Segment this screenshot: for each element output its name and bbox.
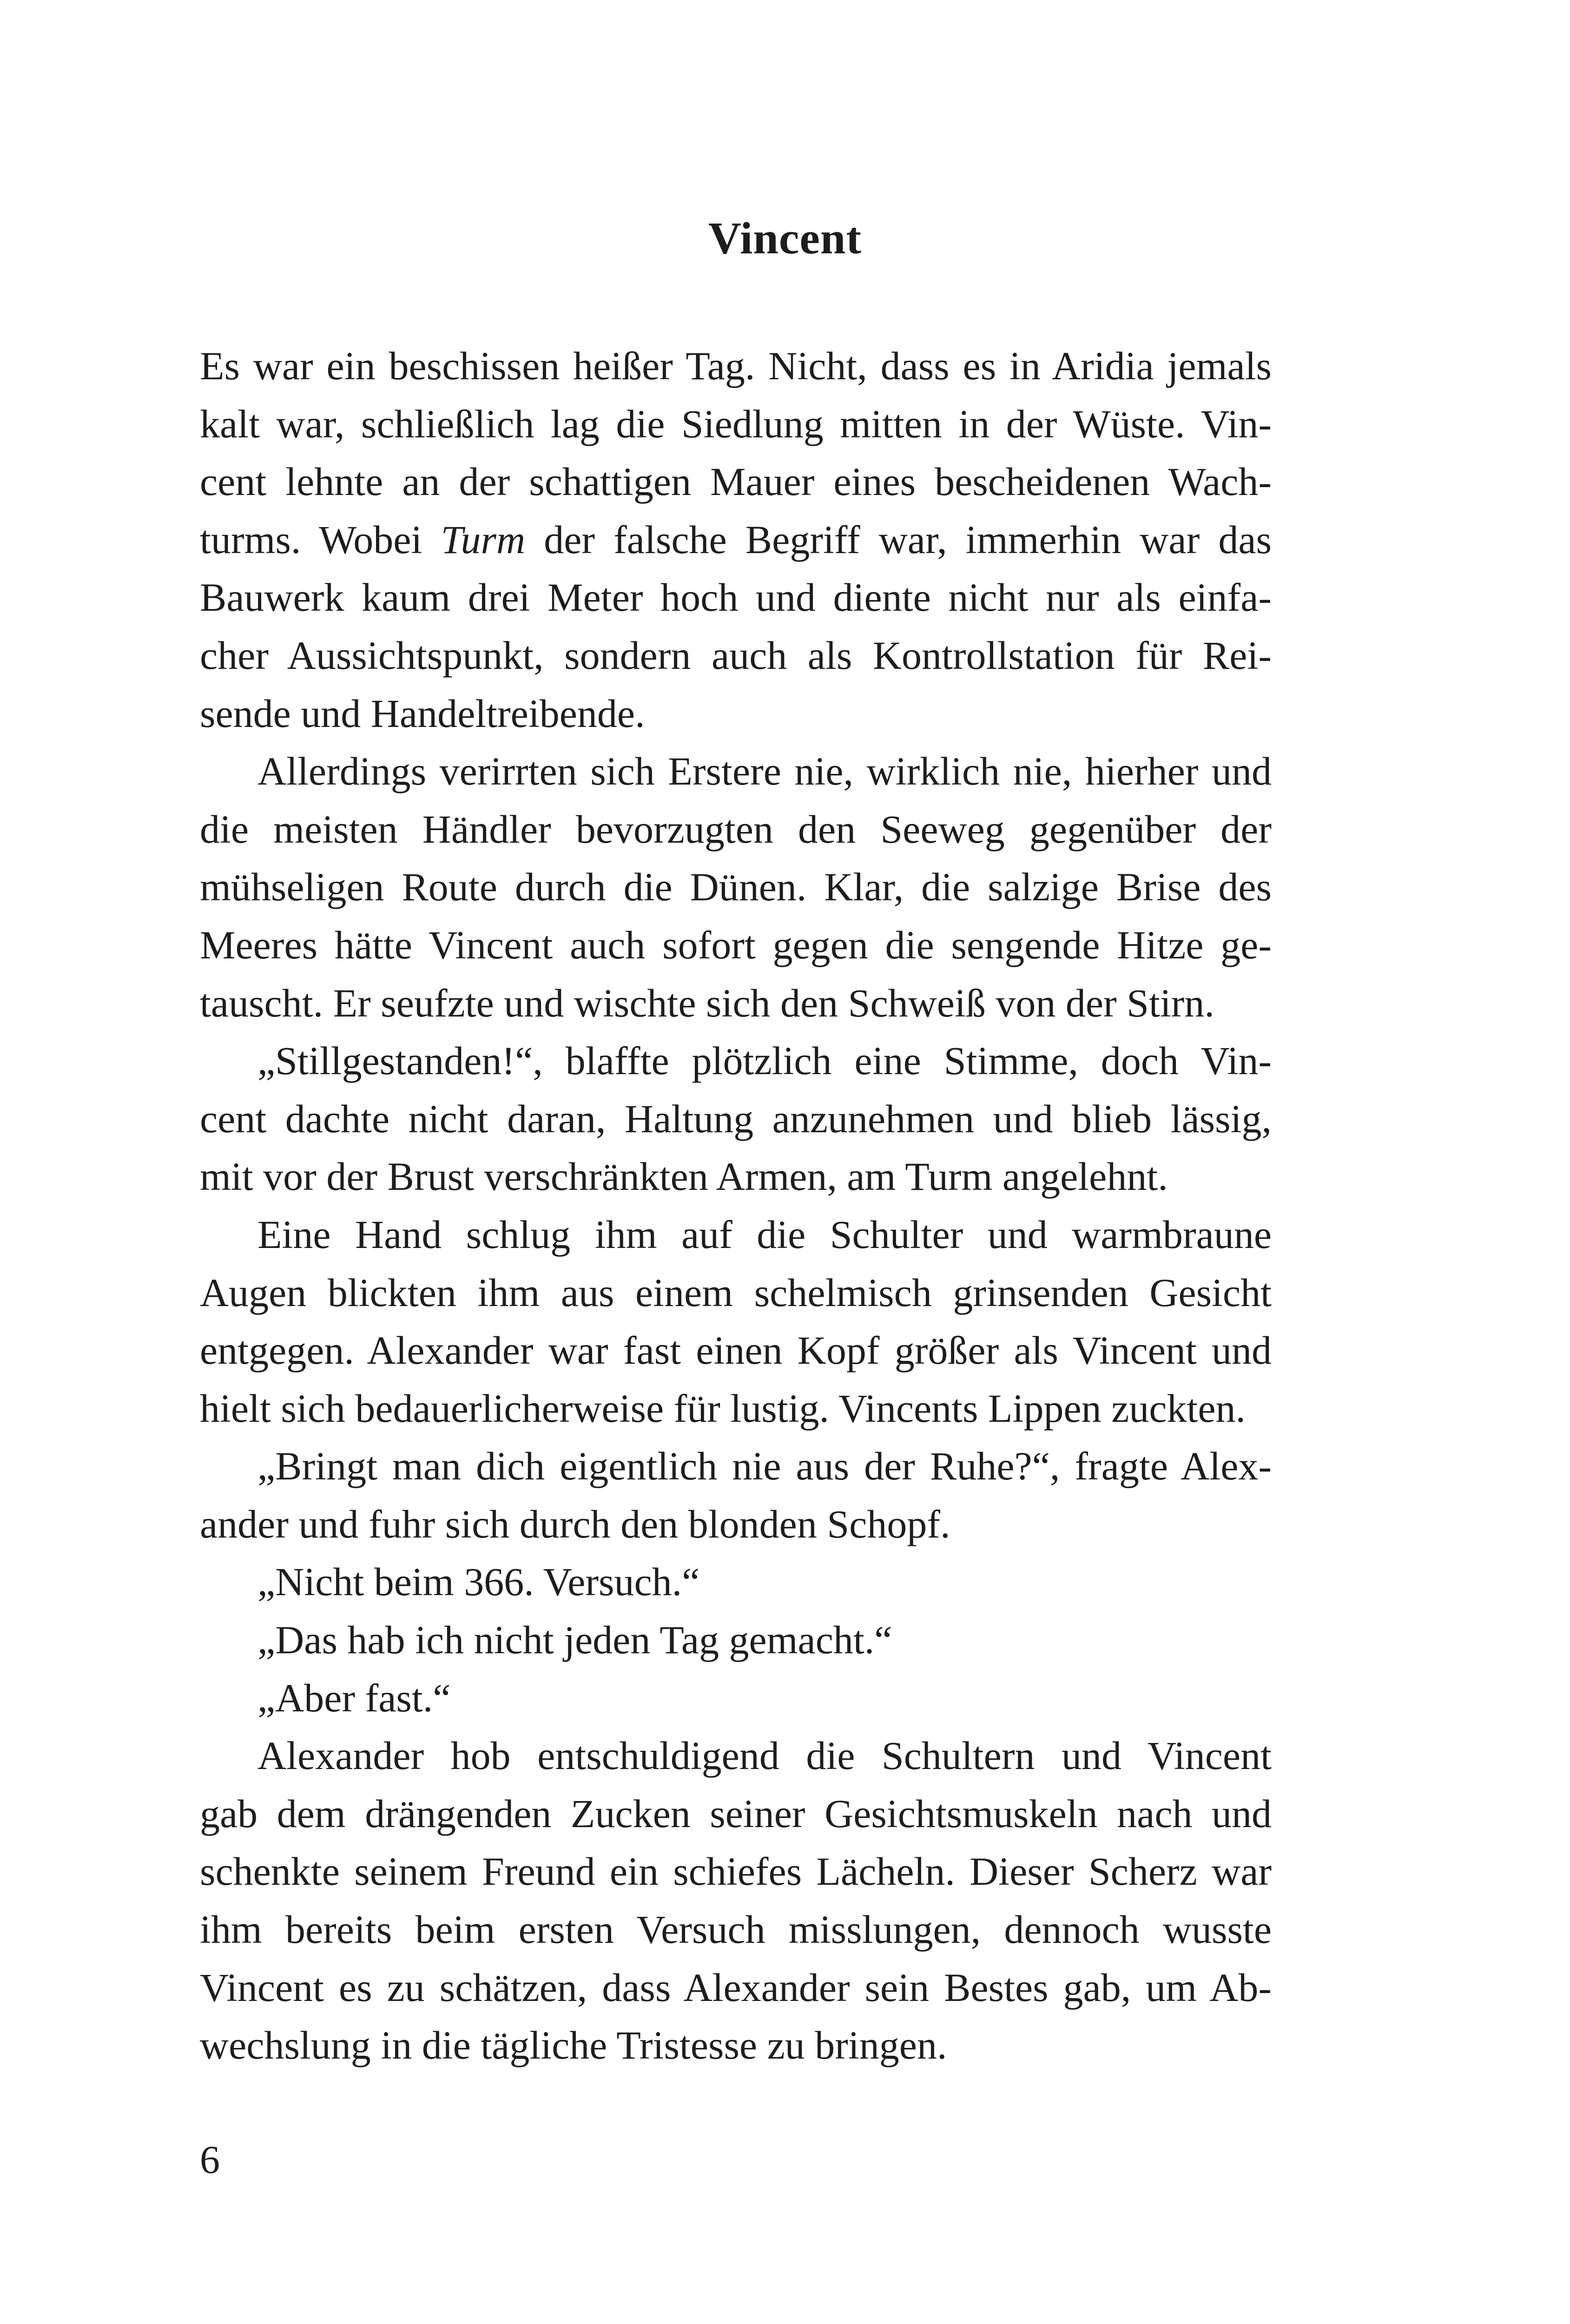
text-line	[200, 1437, 1272, 1495]
text-line-content: Allerdings verirrten sich Erstere nie, wirklich nie, hierher und	[257, 749, 1272, 794]
text-line-content: wechslung in die tägliche Tristesse zu bringen.	[200, 2023, 947, 2068]
text-line-content: die meisten Händler bevorzugten den Seeweg gegenüber der	[200, 806, 1272, 852]
text-line-content: „Stillgestanden!“, blaffte plötzlich eine Stimme, doch Vin-	[257, 1038, 1272, 1083]
text-line-content: mühseligen Route durch die Dünen. Klar, die salzige Brise des	[200, 865, 1272, 910]
text-line-content: Meeres hätte Vincent auch sofort gegen die sengende Hitze ge-	[200, 922, 1272, 967]
text-line	[200, 453, 1272, 511]
text-line	[200, 1380, 1272, 1438]
text-line	[200, 1321, 1272, 1380]
text-line	[200, 2016, 1272, 2074]
body-text	[200, 337, 1272, 2074]
text-line-content: sende und Handeltreibende.	[200, 691, 645, 736]
text-line	[200, 974, 1272, 1032]
text-line	[200, 1090, 1272, 1148]
italic-word: Turm	[441, 517, 526, 562]
text-line-content: schenkte seinem Freund ein schiefes Lächeln. Dieser Scherz war	[200, 1849, 1272, 1894]
page-number: 6	[200, 2137, 220, 2182]
text-line-continuation: der falsche Begriff war, immerhin war das	[525, 517, 1272, 562]
text-line-content: cent dachte nicht daran, Haltung anzunehmen und blieb lässig,	[200, 1096, 1272, 1141]
text-line	[200, 1785, 1272, 1843]
text-line	[200, 1669, 1272, 1727]
text-line-content: hielt sich bedauerlicherweise für lustig. Vincents Lippen zuckten.	[200, 1386, 1246, 1431]
text-line	[200, 1611, 1272, 1669]
text-line-content: mit vor der Brust verschränkten Armen, am Turm angelehnt.	[200, 1154, 1168, 1199]
text-line	[200, 511, 1272, 569]
text-line	[200, 916, 1272, 974]
text-line	[200, 685, 1272, 743]
text-line	[200, 1264, 1272, 1322]
text-line-content: Bauwerk kaum drei Meter hoch und diente nicht nur als einfa-	[200, 575, 1272, 620]
text-line	[200, 1901, 1272, 1959]
text-line-content: „Nicht beim 366. Versuch.“	[257, 1559, 700, 1604]
text-line	[200, 742, 1272, 800]
text-line	[200, 858, 1272, 916]
text-line-content: „Bringt man dich eigentlich nie aus der Ruhe?“, fragte Alex-	[257, 1444, 1272, 1489]
text-line-content: cher Aussichtspunkt, sondern auch als Kontrollstation für Rei-	[200, 633, 1272, 678]
text-line	[200, 1032, 1272, 1090]
text-line	[200, 627, 1272, 685]
text-line-content: Eine Hand schlug ihm auf die Schulter und warmbraune	[257, 1212, 1272, 1257]
text-line-content: kalt war, schließlich lag die Siedlung mitten in der Wüste. Vin-	[200, 401, 1272, 446]
text-line	[200, 337, 1272, 395]
text-line-content: ander und fuhr sich durch den blonden Schopf.	[200, 1501, 950, 1546]
text-line-content: „Das hab ich nicht jeden Tag gemacht.“	[257, 1618, 892, 1663]
text-line-content: gab dem drängenden Zucken seiner Gesichtsmuskeln nach und	[200, 1791, 1272, 1836]
text-line-content: cent lehnte an der schattigen Mauer eines bescheidenen Wach-	[200, 459, 1272, 504]
text-line-content: turms. Wobei	[200, 517, 441, 562]
text-line-content: Alexander hob entschuldigend die Schultern und Vincent	[257, 1733, 1272, 1778]
text-line	[200, 1959, 1272, 2017]
text-line-content: ihm bereits beim ersten Versuch misslungen, dennoch wusste	[200, 1907, 1272, 1952]
chapter-title: Vincent	[708, 213, 862, 264]
text-line-content: Es war ein beschissen heißer Tag. Nicht, dass es in Aridia jemals	[200, 343, 1272, 388]
text-line	[200, 800, 1272, 858]
text-line	[200, 1727, 1272, 1785]
text-line	[200, 568, 1272, 627]
text-line-content: Augen blickten ihm aus einem schelmisch grinsenden Gesicht	[200, 1270, 1272, 1315]
text-line-content: tauscht. Er seufzte und wischte sich den Schweiß von der Stirn.	[200, 980, 1214, 1025]
text-line	[200, 1842, 1272, 1901]
text-line-content: entgegen. Alexander war fast einen Kopf größer als Vincent und	[200, 1328, 1272, 1373]
text-line-content: „Aber fast.“	[257, 1675, 451, 1720]
text-line	[200, 1495, 1272, 1553]
text-line	[200, 1553, 1272, 1611]
text-line	[200, 1206, 1272, 1264]
text-line	[200, 1148, 1272, 1206]
text-line-content: Vincent es zu schätzen, dass Alexander sein Bestes gab, um Ab-	[200, 1965, 1272, 2010]
text-line	[200, 395, 1272, 453]
